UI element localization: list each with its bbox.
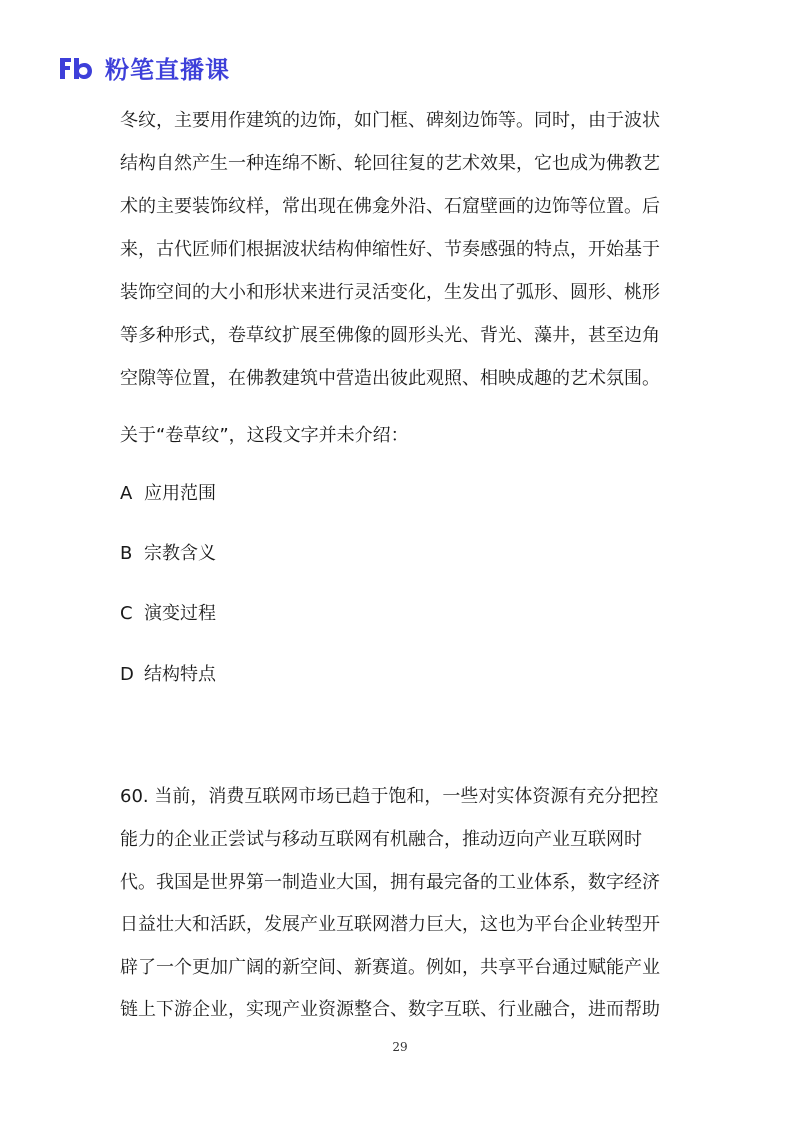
question-60-line: 日益壮大和活跃，发展产业互联网潜力巨大，这也为平台企业转型开: [120, 914, 660, 935]
passage-line: 装饰空间的大小和形状来进行灵活变化，生发出了弧形、圆形、桃形: [120, 282, 660, 303]
question-60-line: 60. 当前，消费互联网市场已趋于饱和，一些对实体资源有充分把控: [120, 786, 659, 807]
passage-line: 空隙等位置，在佛教建筑中营造出彼此观照、相映成趣的艺术氛围。: [120, 368, 660, 389]
passage-line: 冬纹，主要用作建筑的边饰，如门框、碑刻边饰等。同时，由于波状: [120, 110, 660, 131]
fb-logo-icon: [57, 52, 95, 84]
option-letter: A: [120, 483, 133, 504]
option-c[interactable]: [120, 602, 216, 626]
logo-text: 粉笔直播课: [105, 56, 230, 84]
question-60-line: 辟了一个更加广阔的新空间、新赛道。例如，共享平台通过赋能产业: [120, 957, 660, 978]
option-letter: C: [120, 603, 133, 624]
option-a[interactable]: [120, 482, 216, 506]
passage-line: 术的主要装饰纹样，常出现在佛龛外沿、石窟壁画的边饰等位置。后: [120, 196, 660, 217]
option-letter: B: [120, 543, 133, 564]
question-stem: 关于“卷草纹”，这段文字并未介绍：: [120, 425, 409, 446]
option-text: 应用范围: [144, 483, 216, 504]
page-number: 29: [392, 1040, 408, 1054]
brand-logo: [57, 50, 230, 85]
question-60-line: 代。我国是世界第一制造业大国，拥有最完备的工业体系，数字经济: [120, 872, 660, 893]
question-60-line: 能力的企业正尝试与移动互联网有机融合，推动迈向产业互联网时: [120, 829, 642, 850]
option-text: 结构特点: [144, 664, 216, 685]
option-d[interactable]: [120, 663, 216, 687]
option-b[interactable]: [120, 542, 216, 566]
passage-line: 等多种形式，卷草纹扩展至佛像的圆形头光、背光、藻井，甚至边角: [120, 325, 660, 346]
option-text: 演变过程: [144, 603, 216, 624]
passage-line: 结构自然产生一种连绵不断、轮回往复的艺术效果，它也成为佛教艺: [120, 153, 660, 174]
passage-line: 来，古代匠师们根据波状结构伸缩性好、节奏感强的特点，开始基于: [120, 239, 660, 260]
option-text: 宗教含义: [144, 543, 216, 564]
question-60-line: 链上下游企业，实现产业资源整合、数字互联、行业融合，进而帮助: [120, 999, 660, 1020]
option-letter: D: [120, 664, 134, 685]
